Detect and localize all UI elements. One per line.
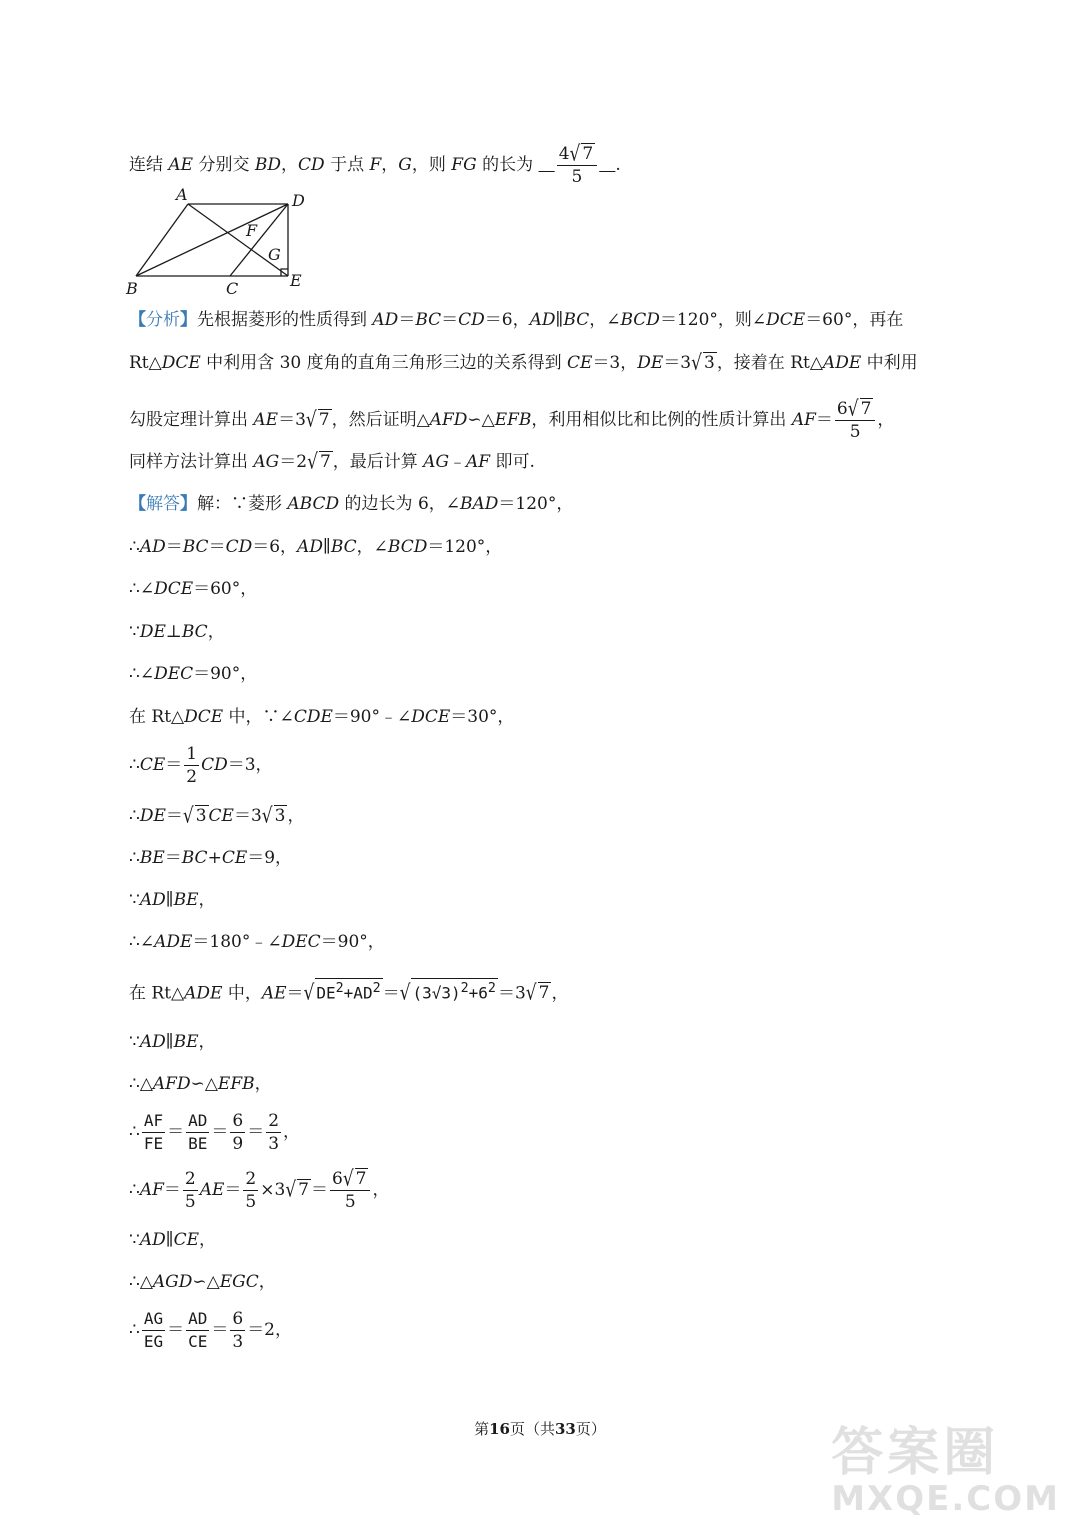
analysis-line-3: 勾股定理计算出 AE＝3√ 7 ，然后证明△AFD∽△EFB，利用相似比和比例的性质计算出 AF＝ $\frac{6√ 7}{5}$ ， [129, 396, 895, 442]
question-line: 连结 AE 分别交 BD，CD 于点 F，G，则 FG 的长为 $\frac{4√ 7}{5}$ . [129, 141, 621, 187]
solution-step-12: 在 Rt△ADE 中，AE＝√ $DE^2+AD^2$ ＝√ $(3√3)^2+6^2 =3√$ 7 ， [129, 978, 568, 1005]
label-f: F [246, 221, 258, 240]
solution-step-8: ∴DE＝√ 3 CE＝3√ 3 ， [129, 803, 305, 829]
solution-step-10: ∵AD∥BE， [129, 890, 216, 910]
solution-step-19: ∴ $\frac{AG}{EG}$ ＝ $\frac{AD}{CE}$ ＝ $\frac{6}{3}$ ＝2， [129, 1309, 293, 1352]
solution-step-16: ∴AF＝ $\frac{2}{5}$ AE＝ $\frac{2}{5}$ ×3√ 7 ＝ $\frac{6√ 7}{5}$ ， [129, 1166, 390, 1212]
watermark: 答案圈 MXQE.COM [831, 1423, 1060, 1519]
solution-step-14: ∴△AFD∽△EFB， [129, 1074, 272, 1094]
analysis-line-4: 同样方法计算出 AG＝2√ 7 ，最后计算 AG﹣AF 即可. [129, 449, 535, 475]
solution-step-13: ∵AD∥BE， [129, 1032, 216, 1052]
label-a: A [176, 185, 188, 204]
solution-step-18: ∴△AGD∽△EGC， [129, 1272, 276, 1292]
label-g: G [268, 245, 281, 264]
analysis-line-2: Rt△DCE 中利用含 30 度角的直角三角形三边的关系得到 CE＝3，DE＝3√ 3 ，接着在 Rt△ADE 中利用 [129, 350, 918, 376]
parallelogram-diagram [120, 182, 320, 300]
label-c: C [226, 279, 239, 298]
solution-step-7: ∴CE＝ $\frac{1}{2}$ CD＝3， [129, 744, 273, 787]
solution-step-3: ∴∠DCE＝60°， [129, 579, 258, 599]
analysis-tag: 【分析】 [129, 310, 197, 330]
label-b: B [126, 279, 138, 298]
analysis-line-1: 【分析】先根据菱形的性质得到 AD＝BC＝CD＝6，AD∥BC，∠BCD＝120°，则∠DCE＝60°，再在 [129, 310, 904, 330]
label-e: E [290, 271, 302, 290]
answer-fraction: $\frac{4√ 7}{5}$ [557, 143, 598, 188]
solution-step-2: ∴AD＝BC＝CD＝6，AD∥BC，∠BCD＝120°， [129, 537, 503, 557]
solution-step-6: 在 Rt△DCE 中，∵∠CDE＝90°﹣∠DCE＝30°， [129, 707, 515, 727]
solution-step-4: ∵DE⊥BC， [129, 622, 225, 642]
page-footer: 第16页（共33页） [474, 1420, 606, 1438]
solution-step-11: ∴∠ADE＝180°﹣∠DEC＝90°， [129, 932, 385, 952]
solution-step-15: ∴ $\frac{AF}{FE}$ ＝ $\frac{AD}{BE}$ ＝ $\frac{6}{9}$ ＝ $\frac{2}{3}$ ， [129, 1111, 301, 1154]
solution-tag: 【解答】 [129, 494, 197, 514]
solution-step-5: ∴∠DEC＝90°， [129, 664, 258, 684]
solution-step-17: ∵AD∥CE， [129, 1230, 217, 1250]
label-d: D [292, 191, 305, 210]
solution-step-1: 【解答】解：∵菱形 ABCD 的边长为 6，∠BAD＝120°， [129, 494, 574, 514]
solution-step-9: ∴BE＝BC+CE＝9， [129, 848, 293, 868]
